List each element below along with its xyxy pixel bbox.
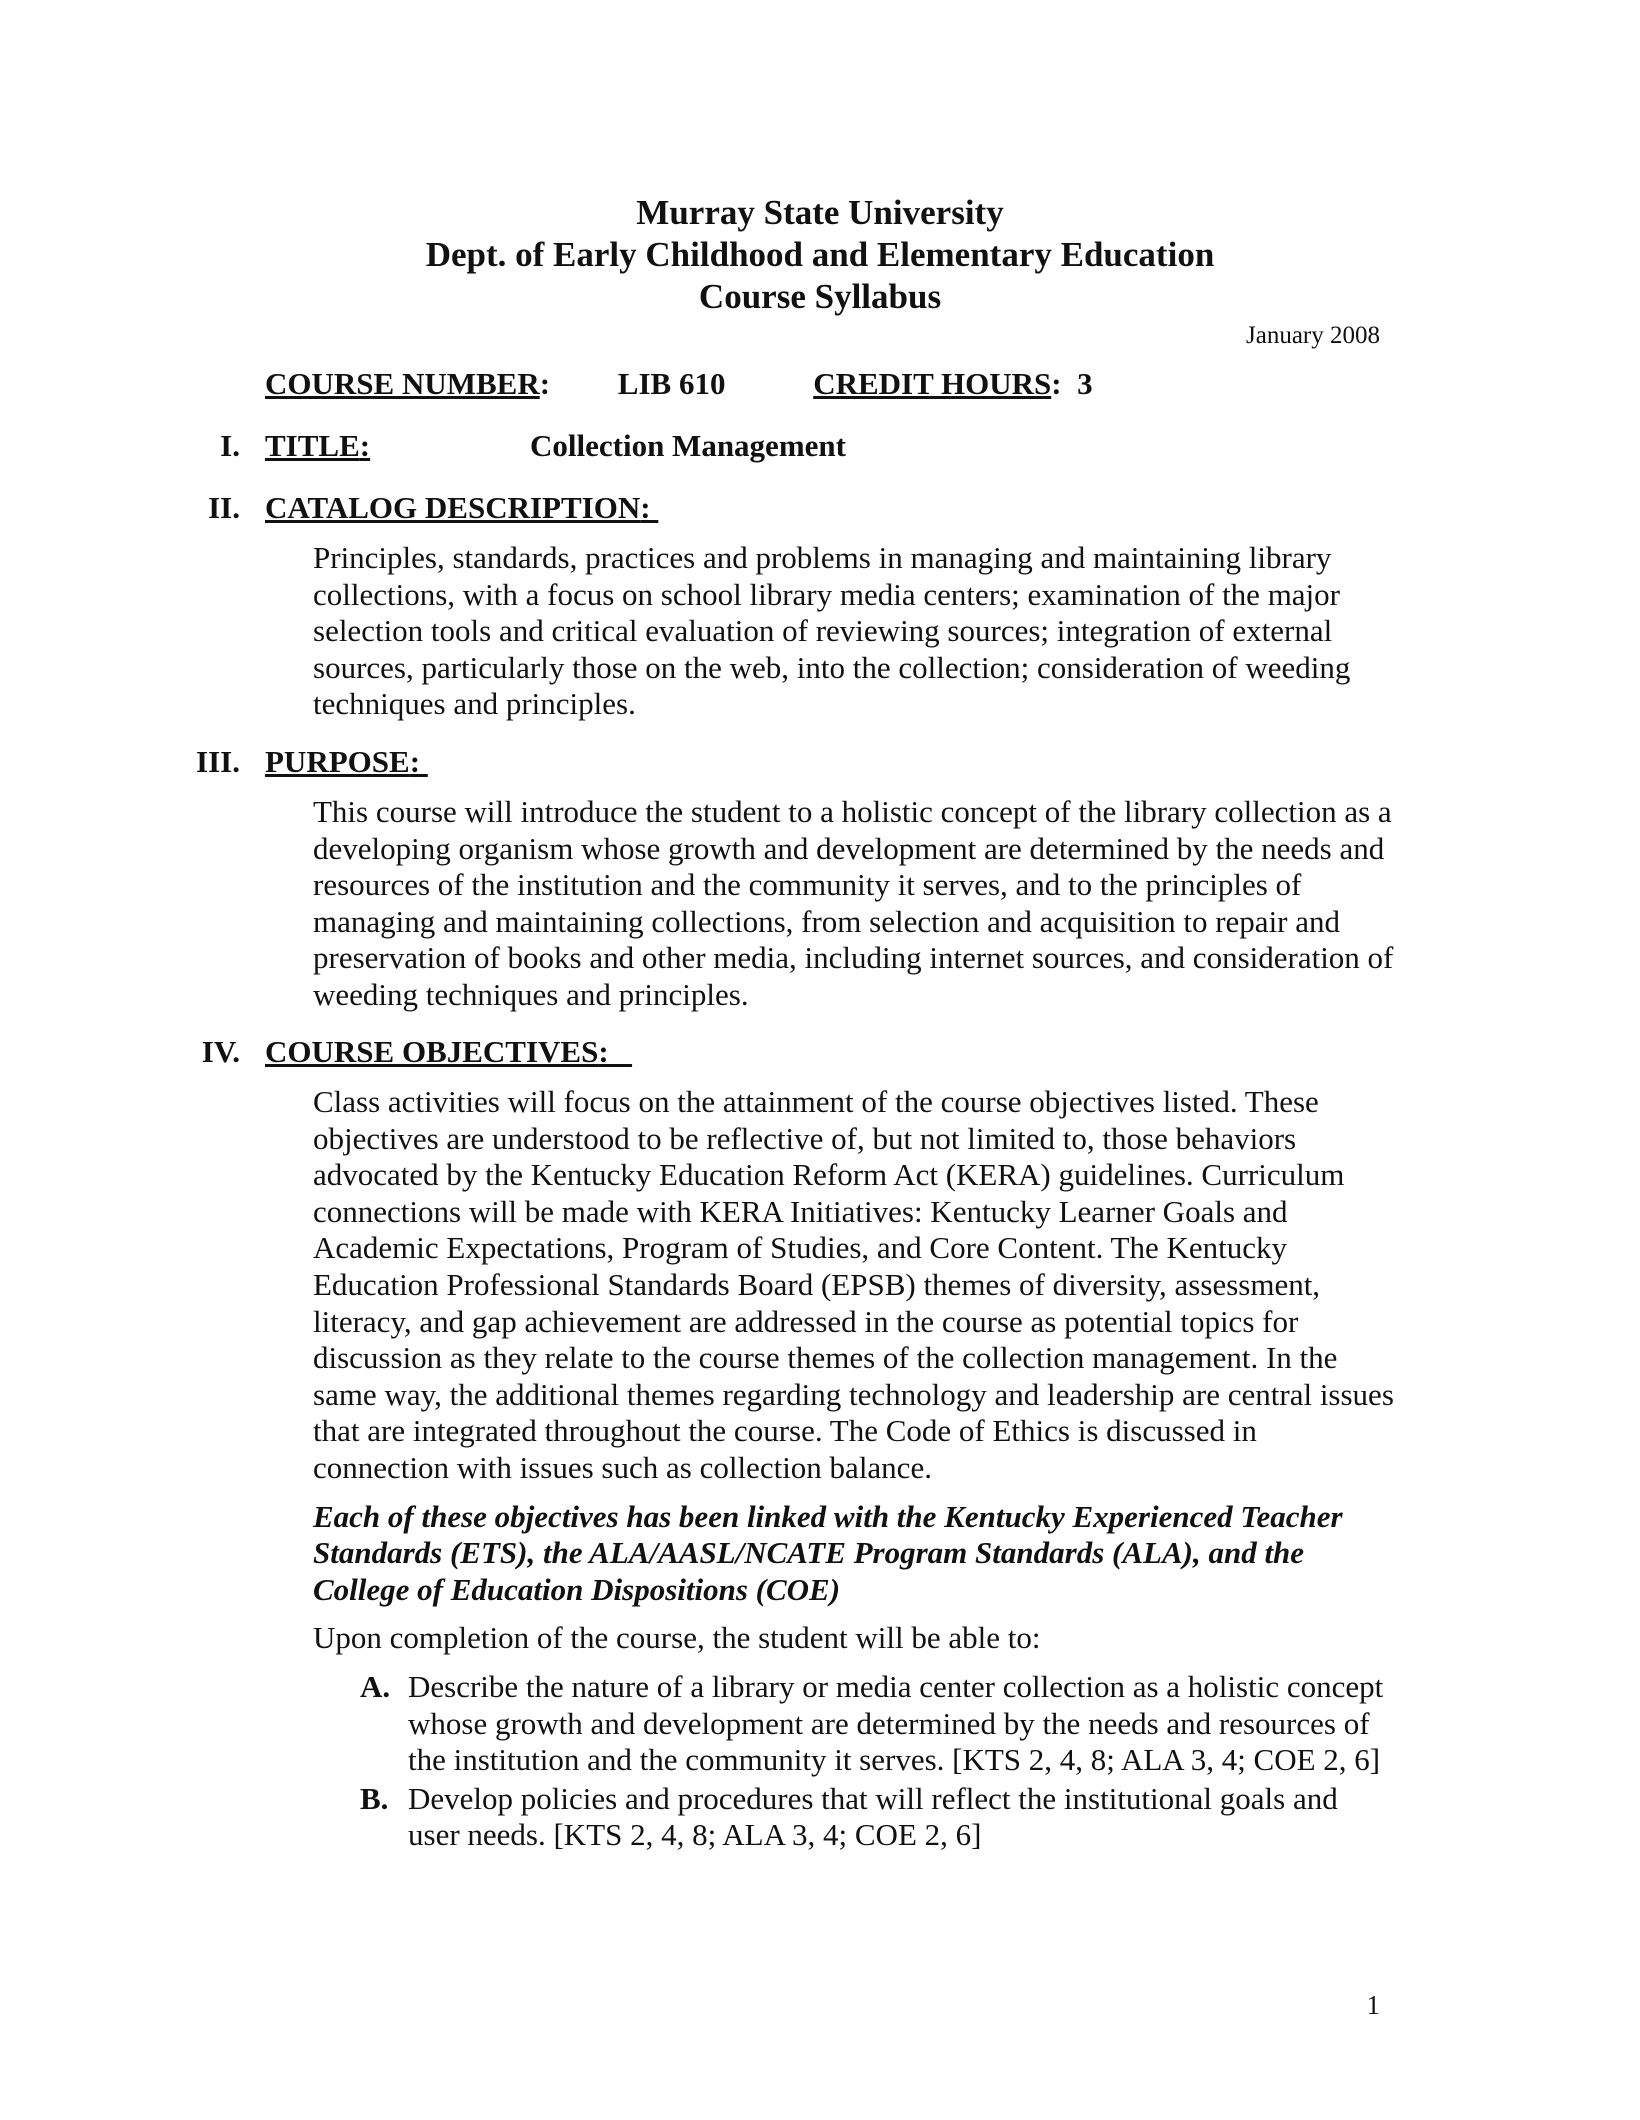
page-number: 1 [1366, 1990, 1380, 2020]
course-title-value: Collection Management [530, 428, 846, 463]
section-heading: COURSE OBJECTIVES [265, 1034, 599, 1069]
objectives-list [360, 1669, 1395, 1854]
section-purpose: III. PURPOSE: This course will introduce the student to a holistic concept of the library collection as a developing organism whose growth and development are determined by the needs and resources of the institution and the community it serves, and to the principles of managing and maintaining collections, from selection and acquisition to repair and preservation of books and other media, including internet sources, and consideration of weeding techniques and principles. [0, 744, 1640, 1014]
credit-hours-label: CREDIT HOURS [813, 366, 1052, 401]
purpose-text: This course will introduce the student to a holistic concept of the library collection as a developing organism whose growth and development are determined by the needs and resources of the institution and the community it serves, and to the principles of managing and maintaining collections, from selection and acquisition to repair and preservation of books and other media, including internet sources, and consideration of weeding techniques and principles. [313, 794, 1394, 1012]
section-heading: PURPOSE [265, 744, 410, 779]
section-heading: CATALOG DESCRIPTION [265, 490, 641, 525]
section-heading: TITLE [265, 428, 360, 463]
document-header [0, 192, 1640, 318]
course-number-value: LIB 610 [617, 366, 726, 401]
section-title: I. TITLE: Collection Management [0, 428, 1640, 468]
section-catalog-description: II. CATALOG DESCRIPTION: Principles, standards, practices and problems in managing and maintaining library collections, with a focus on school library media centers; examination of the major selection tools and critical evaluation of reviewing sources; integration of external sources, particularly those on the web, into the collection; consideration of weeding techniques and principles. [0, 490, 1640, 723]
section-number: I. [220, 428, 240, 463]
course-number-label: COURSE NUMBER [265, 366, 540, 401]
objectives-intro-text: Class activities will focus on the attainment of the course objectives listed. These objectives are understood to be reflective of, but not limited to, those behaviors advocated by the Kentucky Education Reform Act (KERA) guidelines. Curriculum connections will be made with KERA Initiatives: Kentucky Learner Goals and Academic Expectations, Program of Studies, and Core Content. The Kentucky Education Professional Standards Board (EPSB) themes of diversity, assessment, literacy, and gap achievement are addressed in the course as potential topics for discussion as they relate to the course themes of the collection management. In the same way, the additional themes regarding technology and leadership are central issues that are integrated throughout the course. The Code of Ethics is discussed in connection with issues such as collection balance. [313, 1084, 1394, 1485]
objective-text: Develop policies and procedures that will reflect the institutional goals and user needs. [KTS 2, 4, 8; ALA 3, 4; COE 2, 6] [408, 1780, 1338, 1853]
objective-text: Describe the nature of a library or media center collection as a holistic concept whose growth and development are determined by the needs and resources of the institution and the community it serves. [KTS 2, 4, 8; ALA 3, 4; COE 2, 6] [408, 1668, 1384, 1778]
objectives-lead-in: Upon completion of the course, the student will be able to: [313, 1620, 1041, 1656]
department-name: Dept. of Early Childhood and Elementary Education [425, 235, 1215, 274]
objective-letter: A. [360, 1668, 391, 1704]
standards-note: Each of these objectives has been linked with the Kentucky Experienced Teacher Standards (ETS), the ALA/AASL/NCATE Program Standards (ALA), and the College of Education Dispositions (COE) [313, 1498, 1343, 1607]
section-course-objectives: IV. COURSE OBJECTIVES: _ Class activities will focus on the attainment of the course objectives listed. These objectives are understood to be reflective of, but not limited to, those behaviors advocated by the Kentucky Education Reform Act (KERA) guidelines. Curriculum connections will be made with KERA Initiatives: Kentucky Learner Goals and Academic Expectations, Program of Studies, and Core Content. The Kentucky Education Professional Standards Board (EPSB) themes of diversity, assessment, literacy, and gap achievement are addressed in the course as potential topics for discussion as they relate to the course themes of the collection management. In the same way, the additional themes regarding technology and leadership are central issues that are integrated throughout the course. The Code of Ethics is discussed in connection with issues such as collection balance. Each of these objectives has been linked with the Kentucky Experienced Teacher Standards (ETS), the ALA/AASL/NCATE Program Standards (ALA), and the College of Education Dispositions (COE) Upon completion of the course, the student will be able to: A. Describe the nature of a library or media center collection as a holistic concept whose growth and development are determined by the needs and resources of the institution and the community it serves. [KTS 2, 4, 8; ALA 3, 4; COE 2, 6] B. Develop policies and procedures that will reflect the institutional goals and user needs. [KTS 2, 4, 8; ALA 3, 4; COE 2, 6] [0, 1034, 1640, 1854]
section-number: IV. [201, 1034, 240, 1069]
catalog-description-text: Principles, standards, practices and problems in managing and maintaining library collections, with a focus on school library media centers; examination of the major selection tools and critical evaluation of reviewing sources; integration of external sources, particularly those on the web, into the collection; consideration of weeding techniques and principles. [313, 540, 1351, 722]
credit-hours-value: 3 [1077, 366, 1093, 401]
document-date: January 2008 [1246, 322, 1380, 349]
list-item [360, 1781, 1395, 1854]
course-info-line: COURSE NUMBER: LIB 610 CREDIT HOURS: 3 [265, 366, 1093, 401]
section-number: III. [196, 744, 240, 779]
document-type: Course Syllabus [698, 277, 942, 316]
section-number: II. [208, 490, 240, 525]
list-item [360, 1669, 1395, 1779]
university-name: Murray State University [636, 193, 1004, 232]
objective-letter: B. [360, 1780, 389, 1816]
